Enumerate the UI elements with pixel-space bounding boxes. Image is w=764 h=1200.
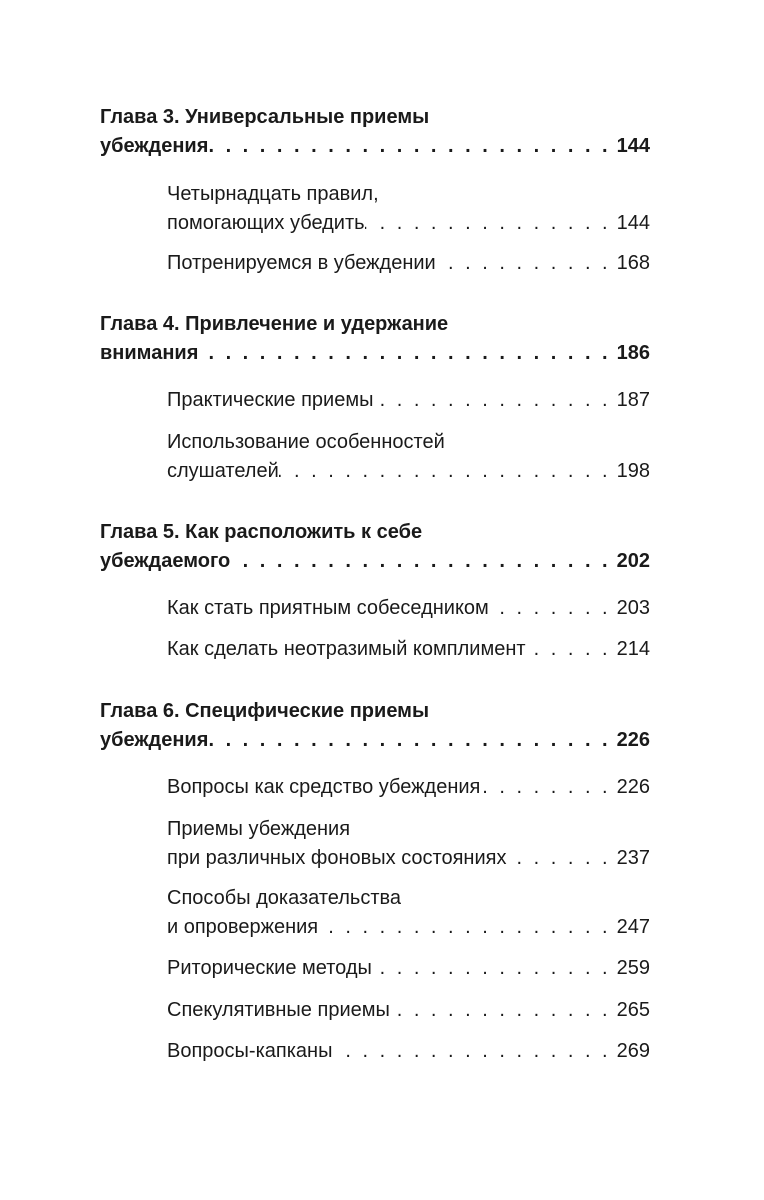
dot-leader — [318, 913, 617, 942]
entry-title-line: Глава 3. Универсальные приемы — [100, 106, 430, 128]
entry-title-line: Использование особенностей — [167, 431, 445, 453]
entry-title-last-line: Вопросы-капканы — [167, 1040, 333, 1062]
page-number: 214 — [616, 638, 650, 660]
dot-leader — [332, 1037, 616, 1066]
entry-title-line: Способы доказательства — [167, 887, 402, 909]
toc-chapter[interactable] — [100, 697, 650, 755]
dot-leader — [526, 635, 617, 664]
page-number: 144 — [616, 212, 650, 234]
dot-leader — [208, 132, 616, 161]
toc-section[interactable] — [167, 386, 650, 415]
dot-leader — [436, 249, 617, 278]
dot-leader — [372, 954, 617, 983]
entry-title-last-line: убеждения — [100, 729, 209, 751]
toc-section[interactable] — [167, 954, 650, 983]
dot-leader — [279, 457, 617, 486]
entry-title-last-line: Вопросы как средство убеждения — [167, 776, 481, 798]
dot-leader — [198, 339, 616, 368]
dot-leader — [230, 547, 616, 576]
page-number: 198 — [616, 460, 650, 482]
entry-title-last-line: Как стать приятным собеседником — [167, 597, 489, 619]
entry-title-last-line: Как сделать неотразимый комплимент — [167, 638, 526, 660]
toc-section[interactable] — [167, 249, 650, 278]
entry-title-last-line: при различных фоновых состояниях — [167, 847, 507, 869]
dot-leader — [506, 844, 616, 873]
page-number: 237 — [616, 847, 650, 869]
toc-chapter[interactable] — [100, 518, 650, 576]
page-number: 187 — [616, 389, 650, 411]
page-number: 226 — [616, 776, 650, 798]
dot-leader — [390, 996, 617, 1025]
toc-section[interactable] — [167, 773, 650, 802]
entry-title-last-line: Потренируемся в убеждении — [167, 252, 436, 274]
dot-leader — [373, 386, 616, 415]
entry-title-last-line: слушателей — [167, 460, 279, 482]
page-number: 202 — [616, 550, 650, 572]
page-number: 265 — [616, 999, 650, 1021]
entry-title-last-line: помогающих убедить — [167, 212, 365, 234]
entry-title-line: Приемы убеждения — [167, 818, 351, 840]
entry-title-line: Четырнадцать правил, — [167, 183, 379, 205]
toc-section[interactable] — [167, 1037, 650, 1066]
entry-title-last-line: Практические приемы — [167, 389, 374, 411]
entry-title-last-line: Риторические методы — [167, 957, 372, 979]
entry-title-line: Глава 5. Как расположить к себе — [100, 521, 423, 543]
page-number: 144 — [616, 135, 650, 157]
page-number: 247 — [616, 916, 650, 938]
entry-title-last-line: и опровержения — [167, 916, 319, 938]
page-number: 168 — [616, 252, 650, 274]
entry-title-line: Глава 4. Привлечение и удержание — [100, 313, 449, 335]
page-number: 269 — [616, 1040, 650, 1062]
page-number: 186 — [616, 342, 650, 364]
toc-section[interactable] — [167, 884, 650, 942]
dot-leader — [208, 726, 616, 755]
entry-title-last-line: внимания — [100, 342, 199, 364]
toc-section[interactable] — [167, 428, 650, 486]
entry-title-last-line: убеждаемого — [100, 550, 231, 572]
toc-chapter[interactable] — [100, 310, 650, 368]
toc-chapter[interactable] — [100, 103, 650, 161]
toc-section[interactable] — [167, 635, 650, 664]
page-number: 203 — [616, 597, 650, 619]
page-number: 259 — [616, 957, 650, 979]
dot-leader — [480, 773, 616, 802]
entry-title-last-line: Спекулятивные приемы — [167, 999, 390, 1021]
toc-section[interactable] — [167, 996, 650, 1025]
toc-section[interactable] — [167, 815, 650, 873]
dot-leader — [365, 209, 617, 238]
entry-title-line: Глава 6. Специфические приемы — [100, 700, 430, 722]
entry-title-last-line: убеждения — [100, 135, 209, 157]
dot-leader — [489, 594, 617, 623]
toc-section[interactable] — [167, 594, 650, 623]
toc-section[interactable] — [167, 180, 650, 238]
page-number: 226 — [616, 729, 650, 751]
